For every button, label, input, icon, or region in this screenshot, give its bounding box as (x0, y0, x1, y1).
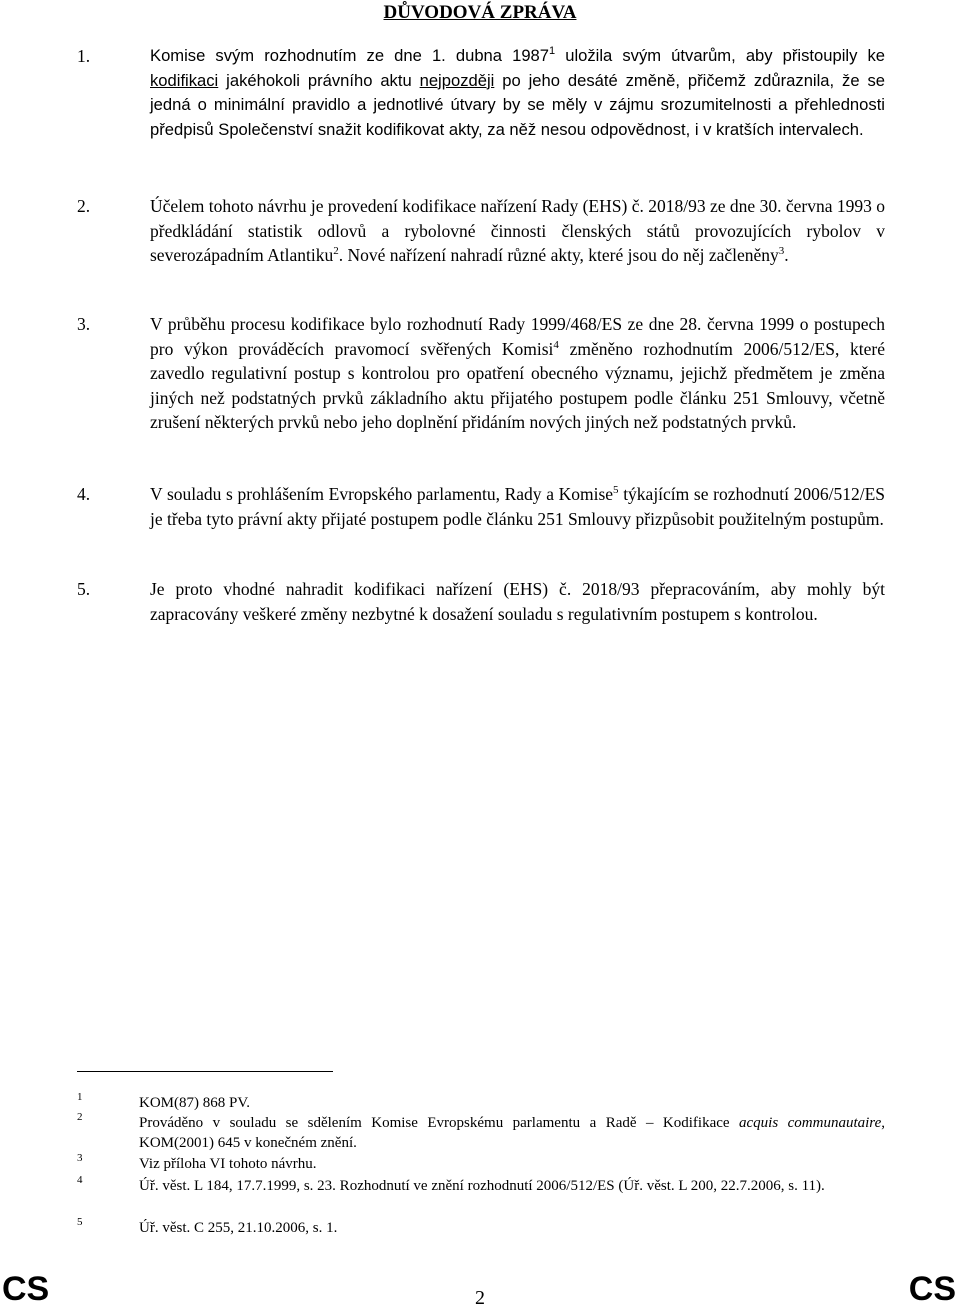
paragraph-4 (77, 482, 885, 531)
footnote-number: 3 (77, 1152, 83, 1164)
footnote-number: 1 (77, 1091, 83, 1103)
footnote-ref[interactable]: 2 (333, 245, 339, 258)
paragraph-text: Je proto vhodné nahradit kodifikaci nařízení (EHS) č. 2018/93 přepracováním, aby mohly být zapracovány veškeré změny nezbytné k dosažení souladu s regulativním postupem s kontrolou. (150, 579, 885, 624)
language-code-left: CS (2, 1270, 50, 1308)
footnote-number: 4 (77, 1174, 83, 1186)
footnote-ref[interactable]: 4 (553, 338, 559, 351)
footnote-number: 2 (77, 1111, 83, 1123)
text-run: Účelem tohoto návrhu je provedení kodifikace nařízení Rady (EHS) č. 2018/93 ze dne 30. června 1993 o předkládání statistik odlovů a rybolovné činnosti členských států provozujících rybolov v severozápadním Atlantiku (150, 196, 885, 266)
footnote-5 (77, 1216, 885, 1239)
text-run: V souladu s prohlášením Evropského parlamentu, Rady a Komise (150, 484, 614, 504)
document-title: DŮVODOVÁ ZPRÁVA (383, 2, 577, 23)
footnote-1 (77, 1091, 885, 1114)
footnote-ref[interactable]: 3 (778, 245, 785, 258)
paragraph-number: 3. (77, 314, 91, 334)
text-run: . (784, 245, 789, 266)
paragraph-5 (77, 577, 885, 626)
paragraph-1 (77, 44, 885, 142)
footnote-ref[interactable]: 5 (613, 484, 619, 496)
footnote-ref[interactable]: 1 (549, 45, 556, 57)
paragraph-text (150, 194, 885, 268)
footnote-number: 5 (77, 1216, 83, 1228)
footnote-separator (77, 1071, 333, 1072)
paragraph-number: 2. (77, 196, 91, 216)
footnote-text: Úř. věst. L 184, 17.7.1999, s. 23. Rozhodnutí ve znění rozhodnutí 2006/512/ES (Úř. věst. L 200, 22.7.2006, s. 11). (139, 1178, 825, 1194)
underlined-term: nejpozději (419, 70, 495, 90)
text-run: jakéhokoli právního aktu (218, 70, 420, 90)
text-run: Prováděno v souladu se sdělením Komise Evropskému parlamentu a Radě – Kodifikace (139, 1115, 740, 1131)
footnote-3 (77, 1152, 885, 1175)
language-code-right: CS (908, 1270, 956, 1308)
text-run: , KOM(2001) 645 v konečném znění. (139, 1115, 885, 1151)
paragraph-number: 5. (77, 579, 91, 599)
text-run: uložila svým útvarům, aby přistoupily ke (555, 46, 885, 65)
paragraph-text (150, 482, 885, 531)
text-run: V průběhu procesu kodifikace bylo rozhodnutí Rady 1999/468/ES ze dne 28. června 1999 o postupech pro výkon prováděcích pravomocí svěřených Komisi (150, 314, 885, 359)
paragraph-text (150, 312, 885, 435)
footnote-2 (77, 1111, 885, 1153)
footnote-text: Úř. věst. C 255, 21.10.2006, s. 1. (139, 1220, 338, 1236)
text-run: Komise svým rozhodnutím ze dne 1. dubna 1987 (150, 46, 550, 65)
paragraph-3 (77, 312, 885, 435)
page-number: 2 (475, 1287, 485, 1309)
text-run: po jeho desáté změně, přičemž zdůraznila, že se jedná o minimální pravidlo a jednotlivé útvary by se měly v zájmu srozumitelnosti a přehlednosti předpisů Společenství snažit kodifikovat akty, za něž nesou odpovědnost, i v kratších intervalech. (150, 70, 885, 139)
paragraph-2 (77, 194, 885, 268)
underlined-term: kodifikaci (150, 70, 219, 90)
text-run: . Nové nařízení nahradí různé akty, které jsou do něj začleněny (338, 245, 779, 266)
footnote-4 (77, 1174, 885, 1197)
footnote-text: KOM(87) 868 PV. (139, 1095, 250, 1111)
italic-term: acquis communautaire (739, 1115, 882, 1131)
paragraph-number: 4. (77, 484, 91, 504)
footnote-text (139, 1114, 885, 1153)
text-run: změněno rozhodnutím 2006/512/ES, které zavedlo regulativní postup s kontrolou pro opatření obecného významu, jejichž předmětem je změna jiných než podstatných prvků základního aktu přijatého postupem podle článku 251 Smlouvy, včetně zrušení některých prvků nebo jeho doplnění přidáním nových jiných než podstatných prvků. (150, 338, 885, 433)
paragraph-text (150, 44, 885, 142)
footnote-text: Viz příloha VI tohoto návrhu. (139, 1156, 317, 1172)
paragraph-number: 1. (77, 46, 91, 66)
text-run: týkajícím se rozhodnutí 2006/512/ES je třeba tyto právní akty přijaté postupem podle článku 251 Smlouvy přizpůsobit použitelným postupům. (150, 484, 885, 529)
